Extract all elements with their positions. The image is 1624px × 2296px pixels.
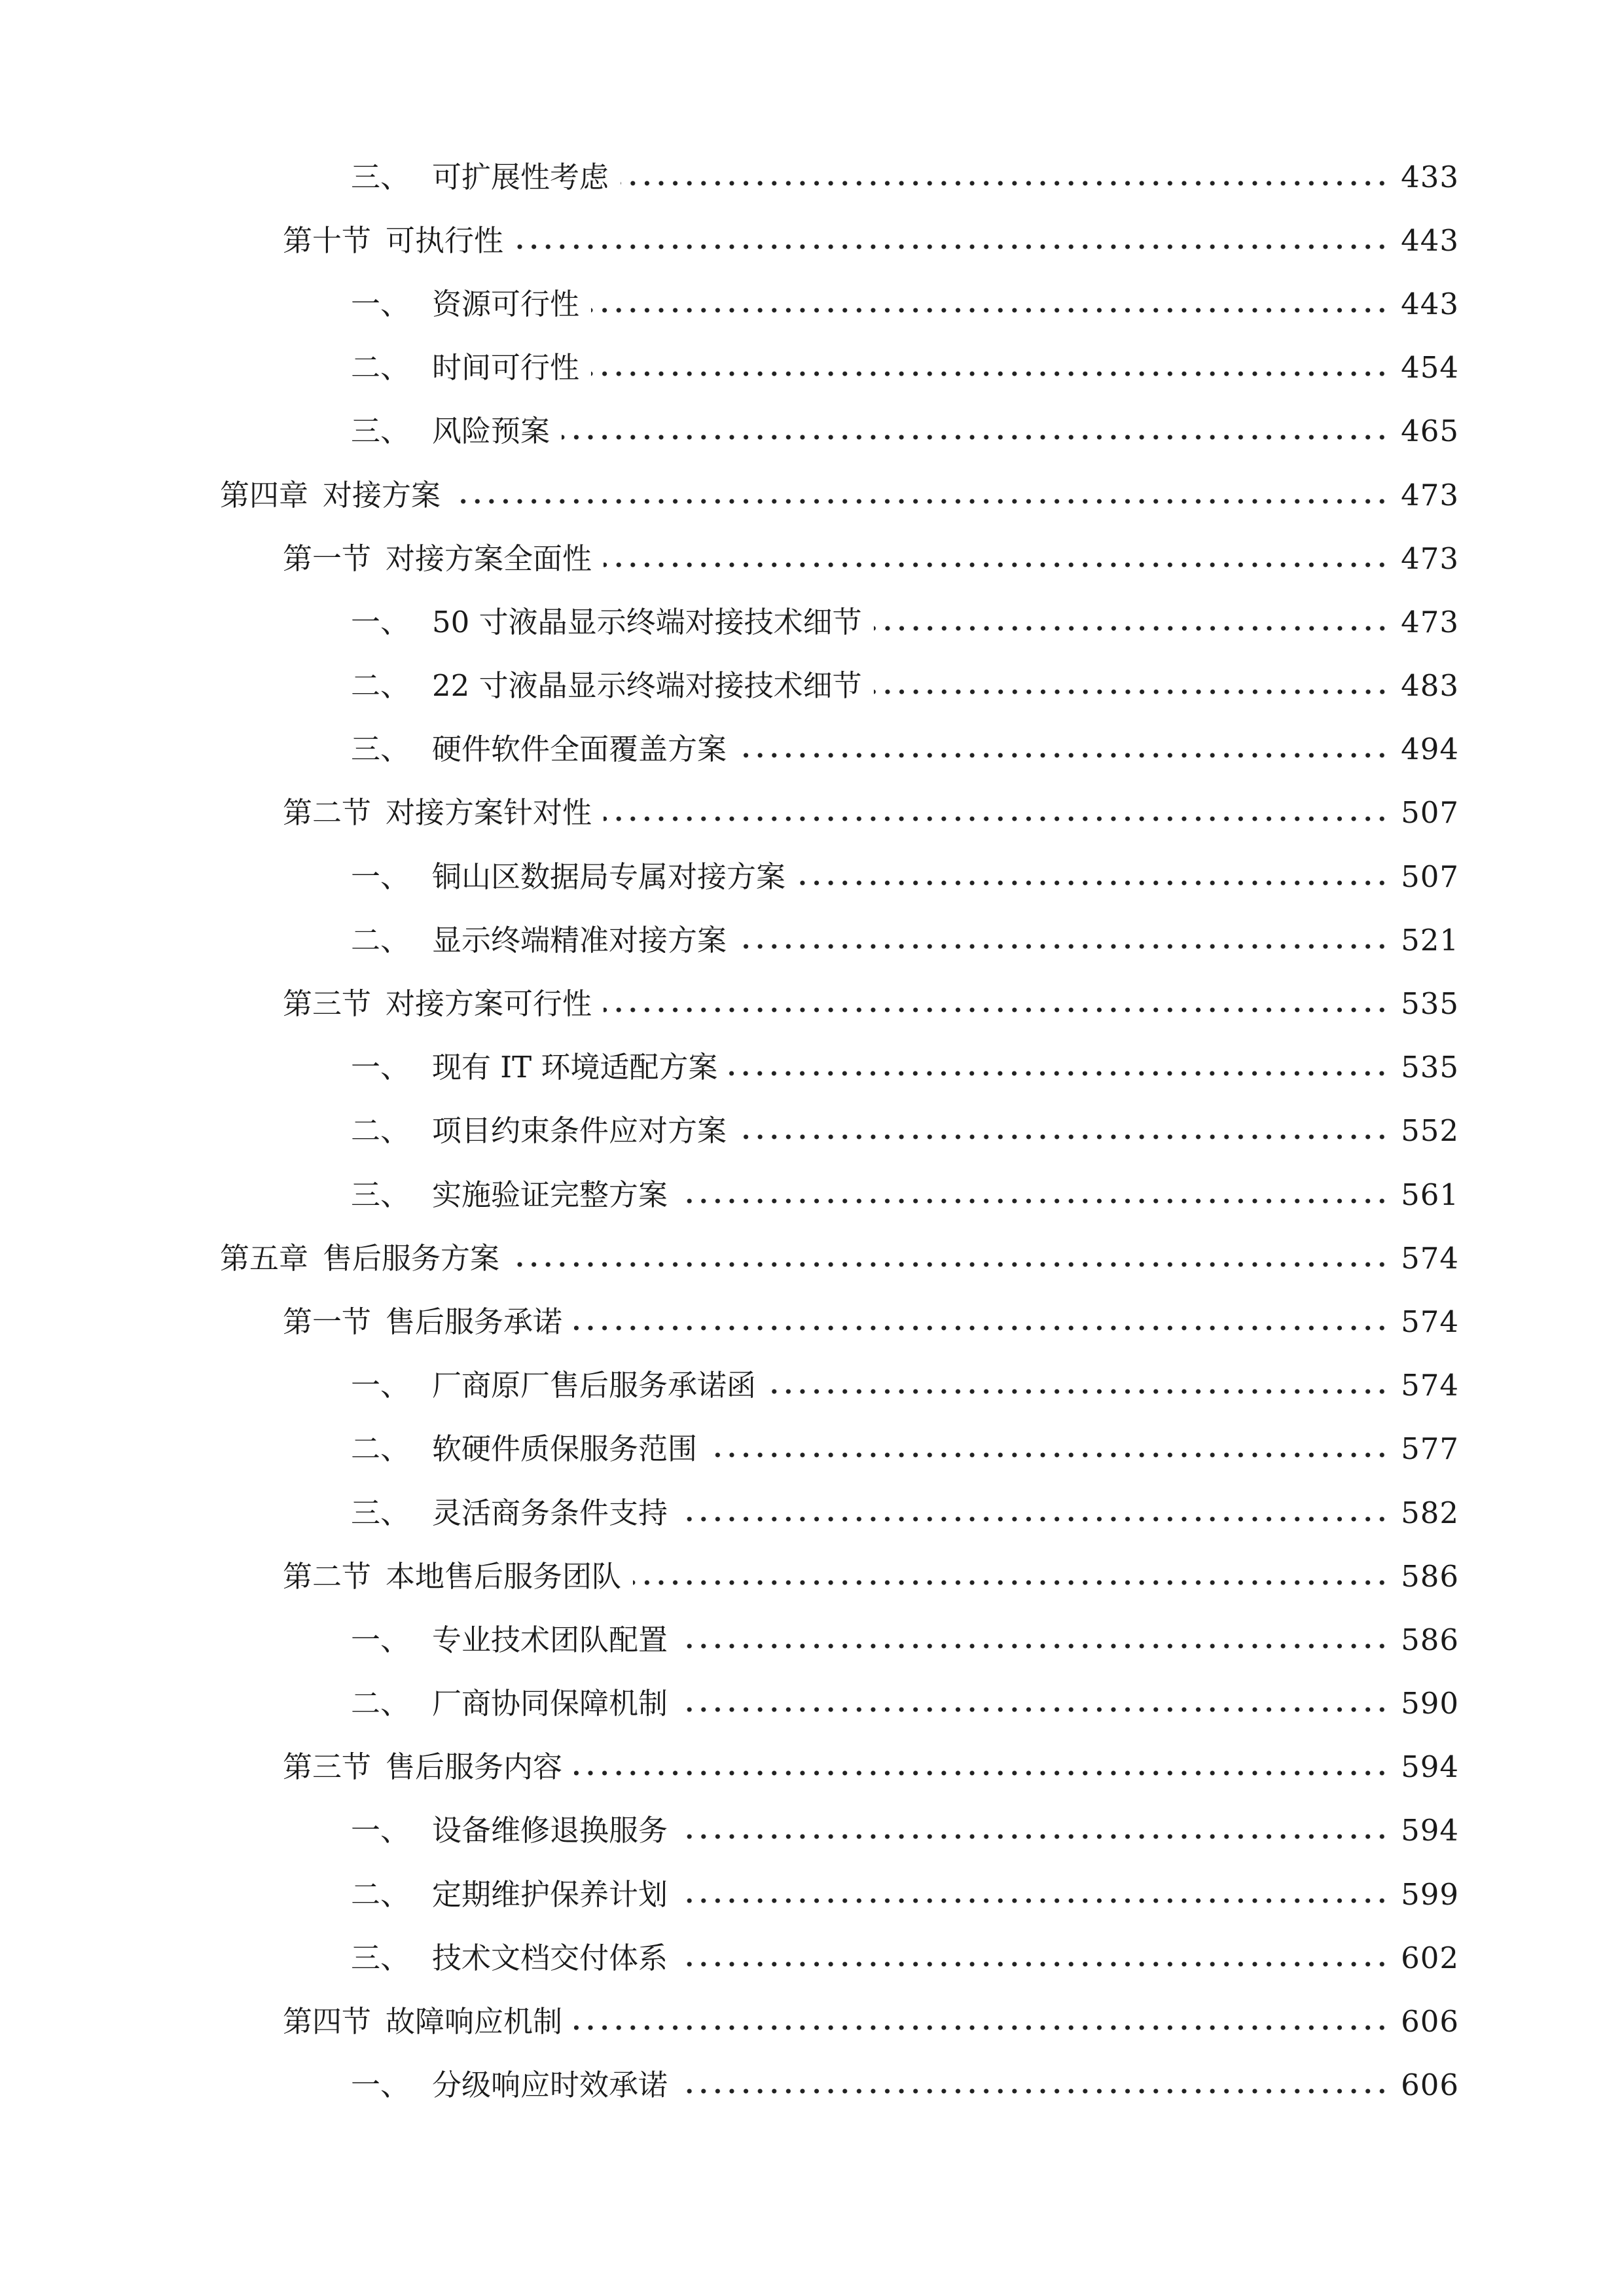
toc-entry-page-number: 465 [1401,414,1459,449]
toc-entry-number: 第四节 [283,2004,372,2039]
toc-entry[interactable] [0,272,1624,336]
toc-entry-number: 二、 [351,1431,410,1467]
toc-entry-number: 一、 [351,604,410,639]
toc-entry-page-number: 473 [1401,541,1459,576]
toc-entry-page-number: 594 [1401,1813,1459,1848]
toc-entry-page-number: 507 [1401,859,1459,894]
toc-entry[interactable] [0,1418,1624,1481]
toc-entry-number: 第一节 [283,1304,372,1339]
toc-entry-title: 对接方案全面性 [386,541,592,576]
toc-entry[interactable] [0,1036,1624,1100]
toc-entry[interactable] [0,1926,1624,1990]
dot-leader [709,1451,1389,1459]
dot-leader [874,624,1390,632]
toc-entry-number: 第三节 [283,1749,372,1785]
toc-entry-number: 二、 [351,922,410,958]
dot-leader [511,1261,1389,1268]
toc-entry-number: 一、 [351,1813,410,1848]
toc-entry[interactable] [0,1799,1624,1863]
toc-entry-number: 第十节 [283,223,372,258]
toc-entry-number: 第一节 [283,541,372,576]
toc-entry-title: 时间可行性 [432,350,580,386]
toc-entry-page-number: 433 [1401,159,1459,194]
toc-entry[interactable] [0,400,1624,463]
toc-entry[interactable] [0,145,1624,209]
toc-entry-page-number: 590 [1401,1686,1459,1721]
toc-entry-page-number: 443 [1401,286,1459,321]
toc-entry-title: 可扩展性考虑 [432,159,609,194]
toc-entry-number: 二、 [351,1113,410,1149]
toc-entry[interactable] [0,1545,1624,1608]
toc-entry-page-number: 443 [1401,223,1459,258]
toc-entry-number: 二、 [351,1686,410,1721]
dot-leader [679,1515,1389,1523]
toc-entry-title: 22 寸液晶显示终端对接技术细节 [432,668,862,704]
dot-leader [515,243,1389,251]
toc-entry-number: 一、 [351,1368,410,1403]
toc-entry-title: 设备维修退换服务 [432,1813,668,1848]
toc-entry-page-number: 606 [1401,2004,1459,2039]
toc-entry[interactable] [0,1990,1624,2053]
toc-entry-title: 对接方案针对性 [386,795,592,831]
toc-entry-title: 铜山区数据局专属对接方案 [432,859,786,894]
toc-entry[interactable] [0,1163,1624,1227]
toc-entry-number: 三、 [351,1495,410,1530]
dot-leader [679,1833,1389,1840]
toc-entry-title: 软硬件质保服务范围 [432,1431,698,1467]
toc-entry-number: 一、 [351,2068,410,2103]
toc-entry[interactable] [0,463,1624,527]
toc-entry[interactable] [0,1100,1624,1163]
toc-entry-number: 第五章 [220,1240,309,1276]
toc-entry-number: 三、 [351,732,410,767]
dot-leader [679,1642,1389,1650]
toc-entry[interactable] [0,845,1624,908]
toc-entry-title: 售后服务方案 [323,1240,500,1276]
dot-leader [874,688,1390,696]
toc-entry[interactable] [0,2054,1624,2117]
dot-leader [679,1897,1389,1905]
toc-entry-title: 对接方案 [323,477,441,512]
toc-entry-page-number: 594 [1401,1749,1459,1785]
toc-entry-number: 三、 [351,1177,410,1212]
dot-leader [729,1069,1389,1077]
dot-leader [604,815,1389,823]
dot-leader [604,561,1389,569]
dot-leader [797,879,1389,887]
toc-entry-number: 第三节 [283,986,372,1022]
dot-leader [574,1324,1389,1332]
toc-entry-number: 二、 [351,668,410,704]
toc-entry[interactable] [0,1736,1624,1799]
dot-leader [591,306,1389,314]
toc-entry-number: 一、 [351,859,410,894]
toc-entry[interactable] [0,972,1624,1035]
dot-leader [738,751,1389,759]
toc-entry-number: 一、 [351,1622,410,1657]
toc-entry-page-number: 577 [1401,1431,1459,1467]
toc-entry[interactable] [0,1290,1624,1354]
toc-entry-title: 对接方案可行性 [386,986,592,1022]
toc-entry-number: 一、 [351,1050,410,1085]
toc-entry-page-number: 574 [1401,1304,1459,1339]
toc-entry-page-number: 535 [1401,1050,1459,1085]
toc-entry[interactable] [0,655,1624,718]
dot-leader [679,1197,1389,1205]
dot-leader [768,1388,1389,1395]
toc-entry[interactable] [0,1608,1624,1672]
toc-entry-title: 实施验证完整方案 [432,1177,668,1212]
toc-entry-page-number: 494 [1401,732,1459,767]
toc-entry-number: 一、 [351,286,410,321]
toc-entry-page-number: 599 [1401,1876,1459,1912]
toc-entry-page-number: 586 [1401,1622,1459,1657]
toc-entry-number: 三、 [351,1940,410,1975]
toc-entry-title: 本地售后服务团队 [386,1558,622,1594]
dot-leader [562,433,1389,441]
toc-entry-page-number: 535 [1401,986,1459,1022]
toc-entry-title: 50 寸液晶显示终端对接技术细节 [432,604,862,639]
toc-entry-page-number: 574 [1401,1368,1459,1403]
dot-leader [574,2024,1389,2032]
toc-entry-title: 故障响应机制 [386,2004,563,2039]
toc-entry-page-number: 552 [1401,1113,1459,1149]
toc-entry[interactable] [0,1481,1624,1545]
dot-leader [633,1579,1389,1587]
toc-entry-number: 三、 [351,414,410,449]
toc-entry-title: 显示终端精准对接方案 [432,922,727,958]
table-of-contents [0,145,1624,2117]
toc-entry[interactable] [0,527,1624,590]
dot-leader [574,1769,1389,1777]
toc-entry-number: 二、 [351,350,410,386]
toc-entry-page-number: 483 [1401,668,1459,704]
toc-entry-number: 二、 [351,1876,410,1912]
toc-entry-page-number: 606 [1401,2068,1459,2103]
dot-leader [679,1960,1389,1968]
toc-entry-page-number: 586 [1401,1558,1459,1594]
toc-entry-page-number: 473 [1401,604,1459,639]
toc-entry-title: 技术文档交付体系 [432,1940,668,1975]
toc-entry-number: 三、 [351,159,410,194]
dot-leader [621,179,1389,187]
dot-leader [452,497,1389,505]
dot-leader [679,2087,1389,2095]
toc-entry-title: 专业技术团队配置 [432,1622,668,1657]
toc-entry-page-number: 602 [1401,1940,1459,1975]
toc-entry-page-number: 521 [1401,922,1459,958]
toc-entry[interactable] [0,1863,1624,1926]
toc-entry-title: 分级响应时效承诺 [432,2068,668,2103]
dot-leader [591,370,1389,378]
toc-entry-title: 售后服务内容 [386,1749,563,1785]
toc-entry[interactable] [0,209,1624,272]
toc-entry[interactable] [0,781,1624,845]
dot-leader [679,1706,1389,1713]
toc-entry-title: 硬件软件全面覆盖方案 [432,732,727,767]
toc-entry-title: 厂商原厂售后服务承诺函 [432,1368,757,1403]
toc-entry[interactable] [0,1672,1624,1736]
toc-entry-title: 资源可行性 [432,286,580,321]
toc-entry[interactable] [0,590,1624,654]
toc-entry[interactable] [0,1354,1624,1418]
toc-entry-title: 定期维护保养计划 [432,1876,668,1912]
toc-entry[interactable] [0,1227,1624,1290]
toc-entry-number: 第二节 [283,795,372,831]
dot-leader [738,1133,1389,1141]
toc-entry-title: 售后服务承诺 [386,1304,563,1339]
toc-entry-page-number: 473 [1401,477,1459,512]
toc-entry-number: 第二节 [283,1558,372,1594]
toc-entry-title: 灵活商务条件支持 [432,1495,668,1530]
toc-entry-title: 厂商协同保障机制 [432,1686,668,1721]
toc-entry-page-number: 507 [1401,795,1459,831]
toc-entry-title: 风险预案 [432,414,550,449]
toc-entry-title: 可执行性 [386,223,504,258]
toc-entry[interactable] [0,908,1624,972]
toc-entry-title: 项目约束条件应对方案 [432,1113,727,1149]
dot-leader [738,942,1389,950]
toc-entry[interactable] [0,336,1624,400]
dot-leader [604,1006,1389,1014]
toc-entry-title: 现有 IT 环境适配方案 [432,1050,718,1085]
toc-entry-page-number: 561 [1401,1177,1459,1212]
toc-entry-number: 第四章 [220,477,309,512]
toc-entry[interactable] [0,718,1624,781]
toc-entry-page-number: 454 [1401,350,1459,386]
toc-entry-page-number: 582 [1401,1495,1459,1530]
toc-entry-page-number: 574 [1401,1240,1459,1276]
